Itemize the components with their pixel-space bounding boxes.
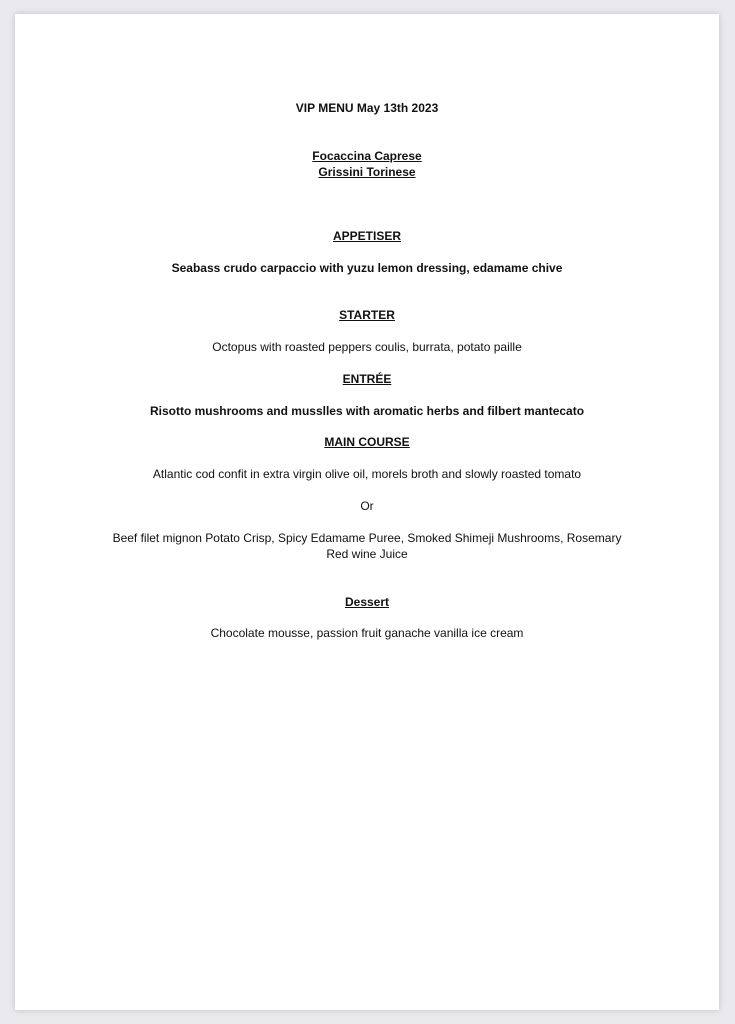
entree-dish: Risotto mushrooms and musslles with aromatic herbs and filbert mantecato	[149, 404, 585, 418]
main-course-or: Or	[360, 499, 374, 513]
menu-title: VIP MENU May 13th 2023	[295, 101, 439, 115]
appetiser-dish: Seabass crudo carpaccio with yuzu lemon dressing, edamame chive	[171, 261, 563, 275]
bread-item-2: Grissini Torinese	[318, 165, 416, 179]
dessert-heading: Dessert	[344, 595, 390, 609]
menu-page	[15, 14, 719, 1010]
starter-dish: Octopus with roasted peppers coulis, burrata, potato paille	[212, 340, 522, 354]
main-course-option-2: Beef filet mignon Potato Crisp, Spicy Edamame Puree, Smoked Shimeji Mushrooms, Rosemary Red wine Juice	[112, 531, 622, 561]
starter-heading: STARTER	[339, 308, 395, 322]
main-course-option-1: Atlantic cod confit in extra virgin olive oil, morels broth and slowly roasted tomato	[152, 467, 582, 481]
dessert-dish: Chocolate mousse, passion fruit ganache vanilla ice cream	[210, 626, 524, 640]
entree-heading: ENTRÉE	[342, 372, 392, 386]
appetiser-heading: APPETISER	[332, 229, 401, 243]
bread-item-1: Focaccina Caprese	[312, 149, 422, 163]
main-course-heading: MAIN COURSE	[324, 435, 410, 449]
